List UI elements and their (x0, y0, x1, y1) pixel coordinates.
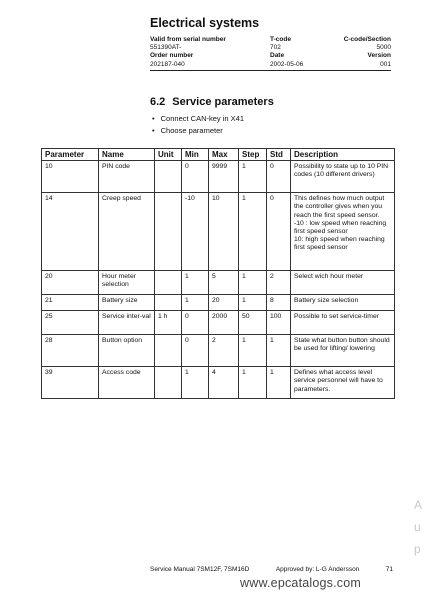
table-cell: 2 (209, 335, 239, 367)
column-header: Unit (155, 149, 182, 161)
table-cell: 20 (209, 295, 239, 311)
table-cell: -10 (182, 193, 209, 271)
table-cell: 1 (239, 367, 267, 399)
table-cell: 8 (267, 295, 291, 311)
document-header (150, 36, 391, 71)
table-cell: 0 (182, 311, 209, 335)
approval-note: Approved by: L-G Andersson (275, 566, 360, 573)
table-cell: 20 (42, 271, 99, 295)
page-number: 71 (385, 566, 393, 573)
table-cell: 100 (267, 311, 291, 335)
table-cell: 1 (182, 271, 209, 295)
table-cell: 0 (182, 335, 209, 367)
section-title: Electrical systems (150, 16, 260, 30)
table-cell: 10 (209, 193, 239, 271)
tcode-label: T-code (270, 36, 291, 43)
page-footer (150, 566, 393, 573)
table-cell: Select wich hour meter (291, 271, 395, 295)
table-cell: 4 (209, 367, 239, 399)
tcode-value: 702 (270, 44, 281, 52)
table-cell (155, 295, 182, 311)
service-parameters-table (41, 148, 395, 399)
table-cell (155, 335, 182, 367)
order-label: Order number (150, 52, 194, 60)
table-cell: PIN code (99, 161, 155, 193)
table-cell: 1 (182, 367, 209, 399)
table-row (42, 367, 395, 399)
serial-value: 551390AT- (150, 44, 182, 52)
table-cell: Battery size (99, 295, 155, 311)
header-row (150, 61, 391, 69)
table-cell: 1 (267, 367, 291, 399)
column-header: Parameter (42, 149, 99, 161)
table-header-row (42, 149, 395, 161)
table-cell: 39 (42, 367, 99, 399)
ccode-value: 5000 (376, 44, 391, 52)
table-row (42, 161, 395, 193)
table-cell: 2 (267, 271, 291, 295)
table-cell: 10 (42, 161, 99, 193)
edge-letter: A (414, 498, 423, 512)
table-cell: Defines what access level service personnel will have to parameters. (291, 367, 395, 399)
table-cell (155, 161, 182, 193)
version-value: 001 (380, 60, 391, 68)
table-row (42, 335, 395, 367)
table-cell: 1 (239, 295, 267, 311)
list-item: • Connect CAN-key in X41 (152, 113, 244, 125)
date-label: Date (270, 52, 285, 60)
table-row (42, 193, 395, 271)
table-cell: 1 (239, 161, 267, 193)
instruction-list (152, 113, 244, 137)
table-row (42, 311, 395, 335)
version-label: Version (367, 52, 391, 60)
table-cell: 14 (42, 193, 99, 271)
table-cell: Button option (99, 335, 155, 367)
table-cell: 9999 (209, 161, 239, 193)
table-cell: 28 (42, 335, 99, 367)
header-row (150, 44, 391, 52)
table-cell: 1 (239, 193, 267, 271)
edge-letter: p (414, 542, 421, 556)
section-number: 6.2 (150, 96, 166, 108)
table-row (42, 295, 395, 311)
table-cell: State what button button should be used for lifting/ lowering (291, 335, 395, 367)
table-cell: 0 (267, 193, 291, 271)
section-heading-text: Service parameters (172, 96, 274, 108)
table-cell: 5 (209, 271, 239, 295)
table-cell: Possibility to state up to 10 PIN codes (10 different drivers) (291, 161, 395, 193)
serial-label: Valid from serial number (150, 36, 226, 43)
table-cell: 1 (239, 271, 267, 295)
column-header: Step (239, 149, 267, 161)
table-cell (155, 271, 182, 295)
column-header: Max (209, 149, 239, 161)
manual-name: Service Manual 7SM12F, 7SM16D (150, 566, 250, 573)
table-cell: 2000 (209, 311, 239, 335)
table-cell: Hour meter selection (99, 271, 155, 295)
table-cell: 21 (42, 295, 99, 311)
table-cell: 0 (182, 161, 209, 193)
header-row (150, 36, 391, 44)
table-cell: Service inter-val (99, 311, 155, 335)
date-value: 2002-05-06 (270, 60, 304, 68)
column-header: Min (182, 149, 209, 161)
table-cell: 1 (239, 335, 267, 367)
edge-letter: u (414, 520, 421, 534)
header-rule (150, 70, 391, 71)
table-cell: 1 h (155, 311, 182, 335)
table-cell: 50 (239, 311, 267, 335)
column-header: Description (291, 149, 395, 161)
table-cell: 0 (267, 161, 291, 193)
table-cell: Creep speed (99, 193, 155, 271)
table-cell (155, 193, 182, 271)
column-header: Std (267, 149, 291, 161)
list-item: • Choose parameter (152, 125, 244, 137)
table-cell: 1 (182, 295, 209, 311)
watermark: www.epcatalogs.com (240, 576, 362, 590)
section-heading (150, 96, 274, 108)
header-row (150, 52, 391, 60)
table-cell: 25 (42, 311, 99, 335)
table-cell (155, 367, 182, 399)
order-value: 202187-040 (150, 60, 185, 68)
table-cell: Battery size selection (291, 295, 395, 311)
table-cell: Access code (99, 367, 155, 399)
table-row (42, 271, 395, 295)
table-cell: 1 (267, 335, 291, 367)
column-header: Name (99, 149, 155, 161)
ccode-label: C-code/Section (343, 36, 391, 43)
table-cell: This defines how much output the controller gives when you reach the first speed sensor. -10 : low speed when reaching first speed sensor 10: high speed when reaching first speed sensor (291, 193, 395, 271)
table-cell: Possible to set service-timer (291, 311, 395, 335)
